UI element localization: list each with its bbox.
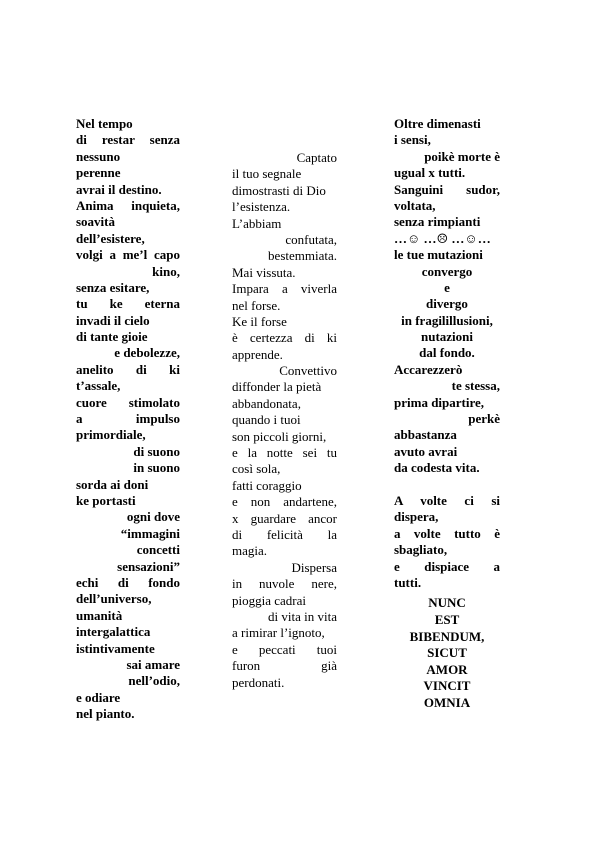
motto-line: EST	[434, 611, 460, 627]
motto-line: OMNIA	[423, 694, 471, 710]
verse-line: abbastanza	[394, 427, 457, 443]
verse-line: furon già	[232, 658, 337, 674]
verse-line: t’assale,	[76, 378, 121, 394]
verse-line: da codesta vita.	[394, 460, 480, 476]
verse-line: quando i tuoi	[232, 412, 301, 428]
poem-column-3-verses	[394, 116, 500, 591]
poem-column-2	[232, 150, 337, 691]
verse-line: perkè	[468, 411, 500, 427]
verse-line: poikè morte è	[424, 148, 500, 164]
verse-line: invadi il cielo	[76, 312, 150, 328]
verse-line: in suono	[133, 460, 180, 476]
verse-line: Ke il forse	[232, 313, 287, 329]
verse-line: ugual x tutti.	[394, 165, 466, 181]
verse-line: avuto avrai	[394, 443, 458, 459]
verse-line: perdonati.	[232, 674, 285, 690]
verse-line: dispera,	[394, 509, 439, 525]
verse-line: confutata,	[285, 231, 337, 247]
verse-line: avrai il destino.	[76, 181, 162, 197]
verse-line: in fragilillusioni,	[401, 312, 493, 328]
verse-line: in nuvole nere,	[232, 576, 337, 592]
verse-line: x guardare ancor	[232, 510, 337, 526]
verse-line: a impulso	[76, 411, 180, 427]
motto-line: AMOR	[426, 661, 468, 677]
verse-line: di vita in vita	[268, 608, 337, 624]
verse-line: nell’odio,	[128, 673, 180, 689]
verse-line: “immagini	[120, 525, 180, 541]
verse-line: diffonder la pietà	[232, 379, 322, 395]
verse-line: L’abbiam	[232, 215, 282, 231]
verse-line: tutti.	[394, 574, 422, 590]
verse-line: bestemmiata.	[268, 248, 337, 264]
verse-line: dal fondo.	[419, 345, 475, 361]
verse-line: echi di fondo	[76, 574, 180, 590]
verse-line: sbagliato,	[394, 542, 448, 558]
verse-line: dell’esistere,	[76, 230, 145, 246]
verse-line: sai amare	[126, 656, 180, 672]
verse-line: concetti	[136, 542, 180, 558]
verse-line: senza rimpianti	[394, 214, 481, 230]
verse-line: a rimirar l’ignoto,	[232, 625, 325, 641]
verse-line: e odiare	[76, 689, 121, 705]
verse-line: e	[444, 279, 450, 295]
verse-line: tu ke eterna	[76, 296, 180, 312]
verse-line: le tue mutazioni	[394, 247, 483, 263]
verse-line: ke portasti	[76, 492, 136, 508]
verse-line: Captato	[296, 150, 337, 165]
verse-line: soavità	[76, 214, 115, 230]
verse-line: e peccati tuoi	[232, 641, 337, 657]
verse-line: anelito di ki	[76, 361, 180, 377]
verse-line: istintivamente	[76, 640, 155, 656]
motto-line: VINCIT	[423, 678, 471, 694]
verse-line: perenne	[76, 165, 121, 181]
verse-line: e debolezze,	[114, 345, 180, 361]
verse-line: sensazioni”	[117, 558, 180, 574]
verse-line: kino,	[152, 263, 180, 279]
verse-line: e dispiace a	[394, 558, 500, 574]
verse-line: primordiale,	[76, 427, 146, 443]
verse-line: nessuno	[76, 148, 121, 164]
motto-line: SICUT	[427, 645, 467, 661]
verse-line: abbandonata,	[232, 395, 301, 411]
verse-line: sorda ai doni	[76, 476, 149, 492]
verse-line: Dispersa	[291, 559, 337, 575]
poem-column-1	[76, 116, 180, 722]
verse-line: Nel tempo	[76, 116, 133, 131]
verse-line: cuore stimolato	[76, 394, 180, 410]
motto-line: BIBENDUM,	[409, 628, 485, 644]
verse-line: son piccoli giorni,	[232, 428, 327, 444]
verse-line: Convettivo	[279, 363, 337, 379]
verse-line: è certezza di ki	[232, 330, 337, 346]
verse-line: voltata,	[394, 197, 436, 213]
verse-line: a volte tutto è	[394, 525, 500, 541]
verse-line: A volte ci si	[394, 492, 500, 508]
verse-line: di felicità la	[232, 526, 337, 542]
latin-motto	[394, 595, 500, 711]
verse-line: dimostrasti di Dio	[232, 182, 326, 198]
verse-line: di suono	[133, 443, 180, 459]
verse-line: te stessa,	[451, 378, 500, 394]
verse-line: Mai vissuta.	[232, 264, 296, 280]
verse-line: convergo	[421, 263, 473, 279]
verse-line: Sanguini sudor,	[394, 181, 500, 197]
verse-line: e la notte sei tu	[232, 445, 337, 461]
verse-line: prima dipartire,	[394, 394, 485, 410]
verse-line: nel forse.	[232, 297, 281, 313]
verse-line: nutazioni	[420, 329, 473, 345]
verse-line: umanità	[76, 607, 123, 623]
verse-line: l’esistenza.	[232, 199, 291, 215]
verse-line: volgi a me’l capo	[76, 247, 180, 263]
verse-line: Anima inquieta,	[76, 197, 180, 213]
verse-line: ogni dove	[126, 509, 180, 525]
verse-line: apprende.	[232, 346, 283, 362]
verse-line: senza esitare,	[76, 279, 150, 295]
verse-line: divergo	[426, 296, 468, 312]
verse-line: così sola,	[232, 461, 281, 477]
poem-column-3	[394, 116, 500, 711]
verse-line: Oltre dimenasti	[394, 116, 481, 131]
verse-line: di restar senza	[76, 132, 180, 148]
verse-line: nel pianto.	[76, 706, 135, 722]
verse-line: fatti coraggio	[232, 477, 302, 493]
verse-line: e non andartene,	[232, 494, 337, 510]
verse-line: …☺ …☹ …☺…	[394, 230, 491, 246]
verse-line	[394, 477, 500, 493]
verse-line: Accarezzerò	[394, 361, 463, 377]
verse-line: dell’universo,	[76, 591, 152, 607]
verse-line: magia.	[232, 543, 268, 559]
verse-line: pioggia cadrai	[232, 592, 306, 608]
verse-line: i sensi,	[394, 132, 431, 148]
verse-line: intergalattica	[76, 624, 151, 640]
motto-line: NUNC	[428, 595, 466, 611]
verse-line: di tante gioie	[76, 329, 148, 345]
verse-line: Impara a viverla	[232, 281, 337, 297]
verse-line: il tuo segnale	[232, 166, 302, 182]
